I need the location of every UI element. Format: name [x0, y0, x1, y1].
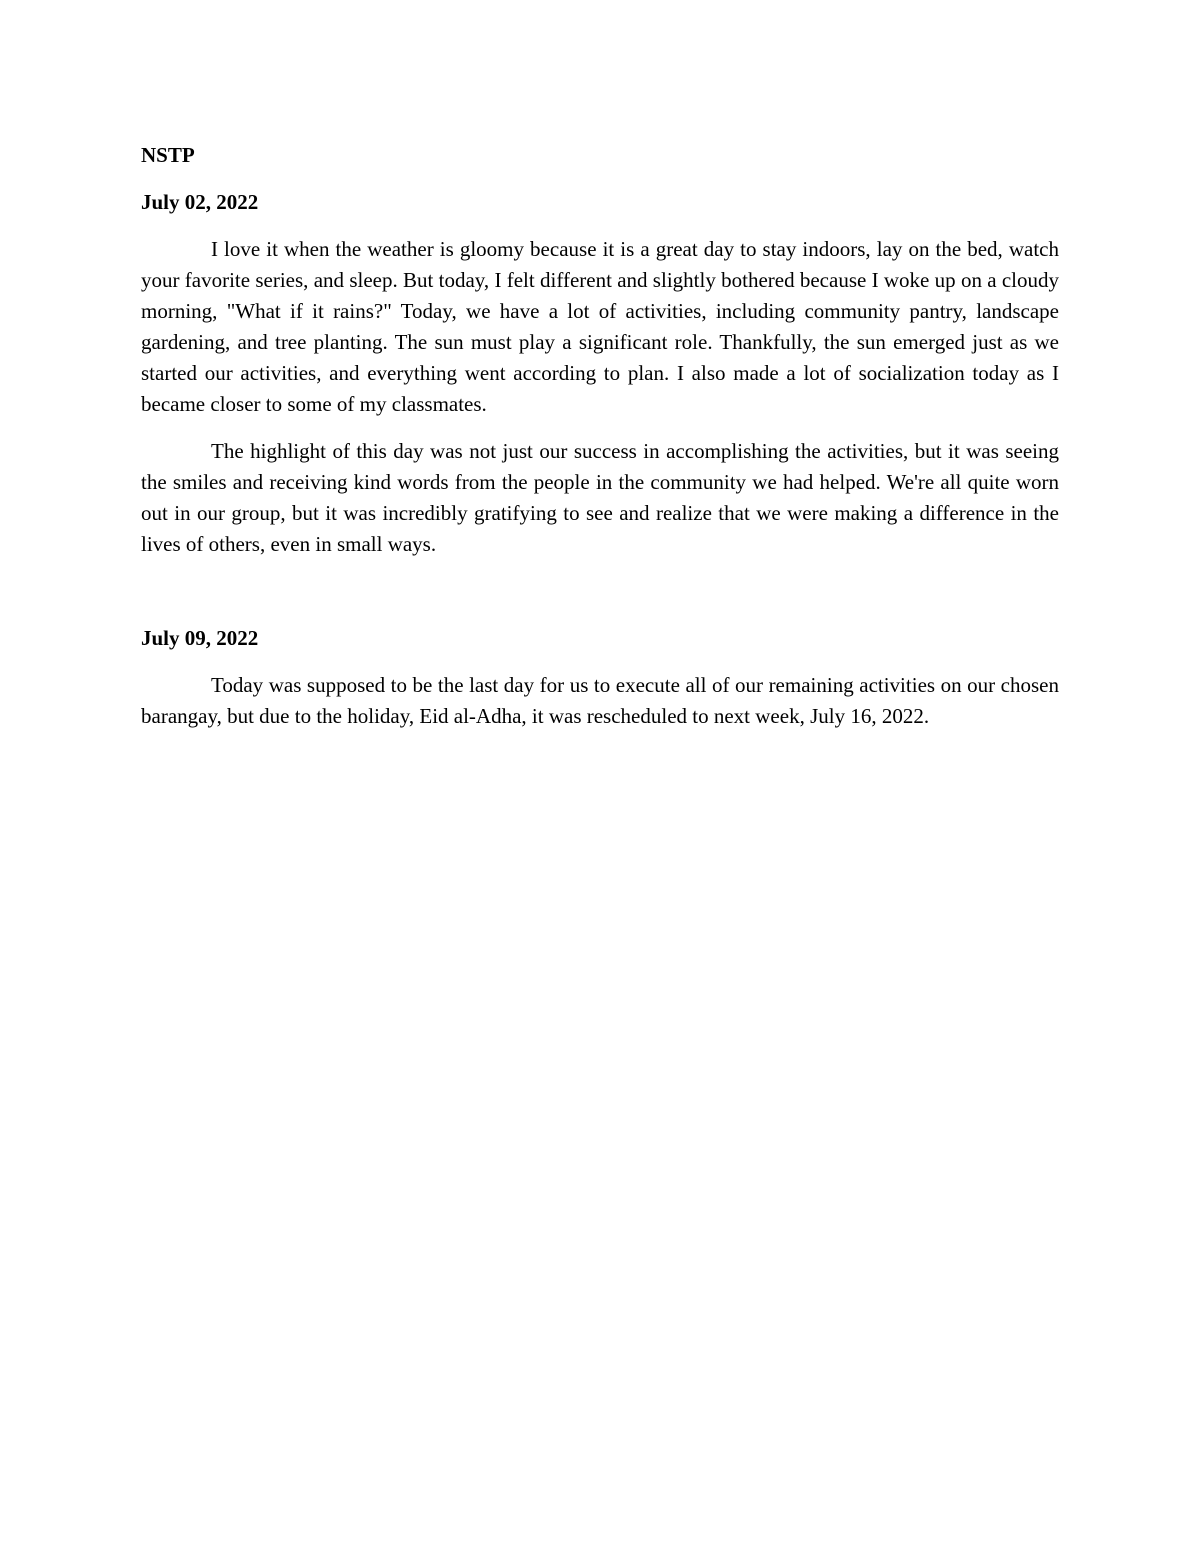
entry-paragraph: I love it when the weather is gloomy because it is a great day to stay indoors, lay on the bed, watch your favorite series, and sleep. But today, I felt different and slightly bothered because I woke up on a cloudy morning, "What if it rains?" Today, we have a lot of activities, including community pantry, landscape gardening, and tree planting. The sun must play a significant role. Thankfully, the sun emerged just as we started our activities, and everything went according to plan. I also made a lot of socialization today as I became closer to some of my classmates. [141, 237, 1059, 416]
entry-paragraph: Today was supposed to be the last day for us to execute all of our remaining activities on our chosen barangay, but due to the holiday, Eid al-Adha, it was rescheduled to next week, July 16, 2022. [141, 673, 1059, 728]
journal-entry [141, 623, 1059, 732]
entry-date: July 09, 2022 [141, 626, 259, 650]
entry-spacer [141, 576, 1059, 623]
course-title: NSTP [141, 143, 195, 167]
entry-date: July 02, 2022 [141, 190, 259, 214]
journal-entry [141, 187, 1059, 560]
entry-paragraph: The highlight of this day was not just our success in accomplishing the activities, but it was seeing the smiles and receiving kind words from the people in the community we had helped. We're all quite worn out in our group, but it was incredibly gratifying to see and realize that we were making a difference in the lives of others, even in small ways. [141, 439, 1059, 556]
document-content [141, 140, 1059, 748]
